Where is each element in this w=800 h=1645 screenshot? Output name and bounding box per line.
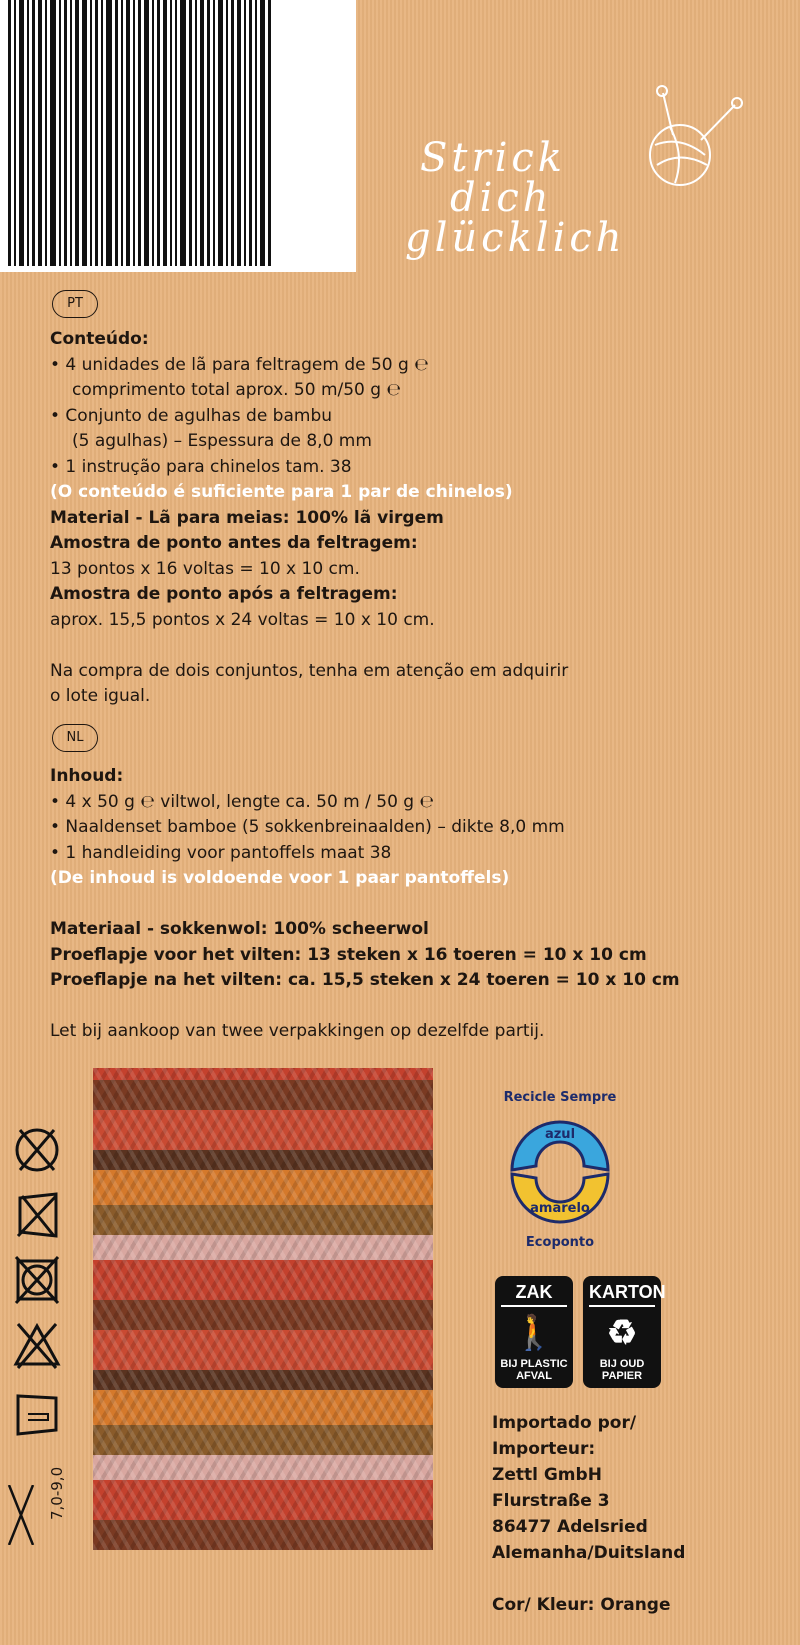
hand-wash-icon: [8, 1390, 66, 1440]
yarn-knit-sample-photo: [93, 1068, 433, 1550]
barcode-bar: [115, 0, 118, 266]
tag-title: KARTON: [589, 1282, 655, 1307]
importer-line: [492, 1566, 685, 1592]
barcode-bar: [64, 0, 67, 266]
text-line: • Naaldenset bamboe (5 sokkenbreinaalden) – dikte 8,0 mm: [50, 817, 565, 837]
barcode-bar: [175, 0, 177, 266]
logo-line: glücklich: [405, 215, 626, 261]
eco-yellow-label: amarelo: [530, 1201, 590, 1216]
barcode-bar: [231, 0, 234, 266]
barcode-bar: [260, 0, 265, 266]
eco-bottom-text: Ecoponto: [525, 1235, 595, 1250]
barcode-bar: [268, 0, 271, 266]
karton-disposal-tag: [583, 1276, 666, 1388]
importer-line: Importeur:: [492, 1439, 596, 1459]
barcode-bar: [50, 0, 56, 266]
logo-line: Strick: [420, 135, 567, 181]
no-wash-icon: [8, 1125, 66, 1175]
text-line: • 1 handleiding voor pantoffels maat 38: [50, 842, 392, 863]
barcode-bar: [180, 0, 186, 266]
barcode-bar: [106, 0, 112, 266]
barcode-bar: [38, 0, 42, 266]
barcode-bar: [255, 0, 257, 266]
text-line: Let bij aankoop van twee verpakkingen op dezelfde partij.: [50, 1021, 545, 1041]
text-line: • 1 instrução para chinelos tam. 38: [50, 456, 352, 477]
eco-top-text: Recicle Sempre: [503, 1090, 617, 1105]
tag-sub: AFVAL: [516, 1370, 552, 1382]
tag-sub: BIJ PLASTIC: [500, 1358, 568, 1370]
text-line: [50, 633, 568, 659]
text-line: o lote igual.: [50, 686, 151, 706]
importer-line: Cor/ Kleur: Orange: [492, 1595, 671, 1615]
barcode-bar: [138, 0, 141, 266]
importer-line: Flurstraße 3: [492, 1491, 610, 1511]
knitting-needles-icon: [6, 1485, 36, 1545]
barcode-bar: [90, 0, 92, 266]
text-line: Materiaal - sokkenwol: 100% scheerwol: [50, 919, 429, 939]
importer-info: [492, 1410, 685, 1618]
barcode-bar: [207, 0, 210, 266]
barcode-bar: [82, 0, 87, 266]
barcode-bar: [144, 0, 149, 266]
text-line: comprimento total aprox. 50 m/50 g ℮: [72, 380, 402, 400]
person-bin-icon: 🚶: [512, 1314, 556, 1352]
text-line: (De inhoud is voldoende voor 1 paar pantoffels): [50, 868, 510, 888]
importer-line: 86477 Adelsried: [492, 1517, 648, 1537]
logo-line: dich: [450, 175, 553, 221]
text-line: 13 pontos x 16 voltas = 10 x 10 cm.: [50, 558, 360, 579]
text-line: • 4 unidades de lã para feltragem de 50 g ℮: [50, 354, 429, 375]
barcode-bar: [170, 0, 172, 266]
barcode: [0, 0, 356, 272]
barcode-bar: [95, 0, 98, 266]
no-dryer-icon: [8, 1255, 66, 1305]
text-line: aprox. 15,5 pontos x 24 voltas = 10 x 10 cm.: [50, 609, 435, 630]
text-line: [50, 994, 680, 1020]
text-line: Amostra de ponto antes da feltragem:: [50, 533, 418, 553]
text-line: (5 agulhas) – Espessura de 8,0 mm: [72, 431, 372, 451]
yarn-ball-icon: [635, 85, 745, 195]
barcode-bar: [19, 0, 24, 266]
barcode-bar: [195, 0, 197, 266]
barcode-bar: [126, 0, 130, 266]
text-line: Amostra de ponto após a feltragem:: [50, 584, 398, 604]
barcode-bar: [213, 0, 215, 266]
text-line: Material - Lã para meias: 100% lã virgem: [50, 507, 444, 528]
tag-title: ZAK: [501, 1282, 567, 1307]
language-badge-pt: PT: [52, 290, 98, 318]
text-line: • Conjunto de agulhas de bambu: [50, 405, 333, 426]
barcode-bar: [163, 0, 167, 266]
barcode-bar: [218, 0, 223, 266]
barcode-bar: [157, 0, 160, 266]
barcode-bar: [200, 0, 204, 266]
strick-dich-gluecklich-logo: [405, 115, 745, 275]
barcode-bar: [244, 0, 246, 266]
barcode-bar: [45, 0, 47, 266]
text-line: • 4 x 50 g ℮ viltwol, lengte ca. 50 m / 50 g ℮: [50, 791, 435, 812]
tag-sub: BIJ OUD: [599, 1358, 645, 1370]
text-line: Proeflapje na het vilten: ca. 15,5 steken x 24 toeren = 10 x 10 cm: [50, 970, 680, 990]
text-line: (O conteúdo é suficiente para 1 par de chinelos): [50, 482, 513, 502]
importer-line: Alemanha/Duitsland: [492, 1543, 686, 1563]
zak-disposal-tag: [495, 1276, 573, 1388]
barcode-bar: [101, 0, 103, 266]
barcode-bar: [75, 0, 79, 266]
barcode-bar: [152, 0, 154, 266]
ecoponto-recycle-logo: [500, 1110, 620, 1230]
text-line: [50, 892, 680, 918]
barcode-bar: [14, 0, 16, 266]
text-line: Inhoud:: [50, 766, 124, 786]
importer-line: Zettl GmbH: [492, 1465, 602, 1485]
barcode-bar: [133, 0, 135, 266]
barcode-bar: [70, 0, 72, 266]
barcode-bar: [237, 0, 241, 266]
needle-size: 7,0-9,0: [48, 1466, 66, 1520]
recycle-icon: ♻: [606, 1314, 638, 1352]
barcode-bar: [189, 0, 192, 266]
no-tumble-dry-icon: [8, 1190, 66, 1240]
barcode-bar: [226, 0, 228, 266]
nl-text-block: [50, 764, 680, 1045]
eco-blue-label: azul: [544, 1127, 576, 1142]
no-bleach-icon: [8, 1320, 66, 1370]
barcode-bar: [27, 0, 29, 266]
text-line: Na compra de dois conjuntos, tenha em atenção em adquirir: [50, 660, 569, 681]
language-badge-nl: NL: [52, 724, 98, 752]
barcode-bar: [249, 0, 252, 266]
barcode-bar: [121, 0, 123, 266]
importer-line: Importado por/: [492, 1413, 637, 1433]
pt-text-block: [50, 327, 568, 710]
text-line: Conteúdo:: [50, 329, 149, 349]
barcode-bar: [59, 0, 61, 266]
text-line: Proeflapje voor het vilten: 13 steken x 16 toeren = 10 x 10 cm: [50, 944, 647, 965]
barcode-bar: [32, 0, 35, 266]
tag-sub: PAPIER: [601, 1370, 643, 1382]
barcode-bar: [8, 0, 11, 266]
